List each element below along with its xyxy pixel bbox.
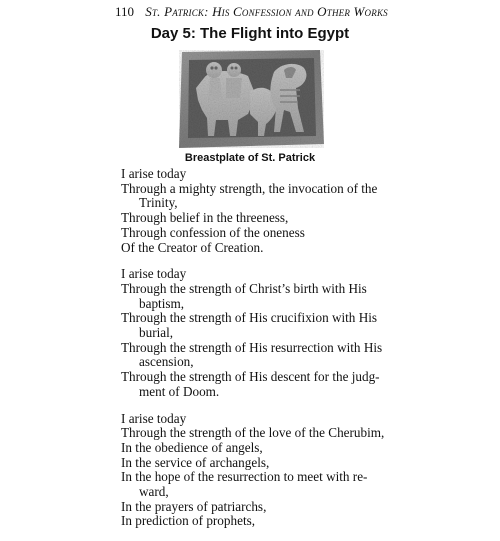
poem-stanza — [121, 412, 391, 530]
poem-line-continuation: ward, — [139, 484, 169, 500]
poem-line: Through the strength of Christ’s birth with His — [121, 280, 367, 296]
poem-line-continuation: baptism, — [139, 295, 185, 311]
running-title-text: St. Patrick: His Confession and Other Works — [145, 4, 388, 19]
poem-line: In the prayers of patriarchs, — [121, 498, 267, 514]
poem-line: Through the strength of His resurrection with His — [121, 339, 383, 355]
poem-line: Through the strength of His crucifixion with His — [121, 310, 378, 326]
poem-line: Of the Creator of Creation. — [121, 239, 264, 255]
poem-line: Through belief in the threeness, — [121, 210, 289, 226]
poem-line: In the service of archangels, — [121, 454, 270, 470]
poem-line-continuation: burial, — [139, 325, 174, 341]
poem-stanza — [121, 167, 391, 255]
poem-line: In prediction of prophets, — [121, 513, 256, 529]
poem-line: Through a mighty strength, the invocation of the — [121, 180, 378, 196]
running-head — [115, 4, 495, 20]
poem-line-continuation: Trinity, — [139, 195, 178, 211]
stone-relief-illustration — [176, 48, 326, 150]
page-number: 110 — [115, 4, 135, 19]
poem-line: I arise today — [121, 266, 187, 282]
poem-line: I arise today — [121, 410, 187, 426]
section-title: Day 5: The Flight into Egypt — [150, 25, 350, 42]
poem-line-continuation: ascension, — [139, 354, 194, 370]
poem-body — [121, 167, 391, 541]
running-title — [145, 4, 388, 19]
poem-stanza — [121, 267, 391, 399]
stone-relief-image — [176, 48, 326, 150]
poem-line: Through the strength of His descent for the judg- — [121, 369, 380, 385]
poem-line-continuation: ment of Doom. — [139, 383, 220, 399]
poem-line: Through the strength of the love of the Cherubim, — [121, 425, 385, 441]
poem-line: In the obedience of angels, — [121, 439, 263, 455]
poem-line: In the hope of the resurrection to meet with re- — [121, 469, 368, 485]
figure-caption: Breastplate of St. Patrick — [184, 152, 316, 164]
poem-line: Through confession of the oneness — [121, 224, 305, 240]
poem-line: I arise today — [121, 166, 187, 181]
